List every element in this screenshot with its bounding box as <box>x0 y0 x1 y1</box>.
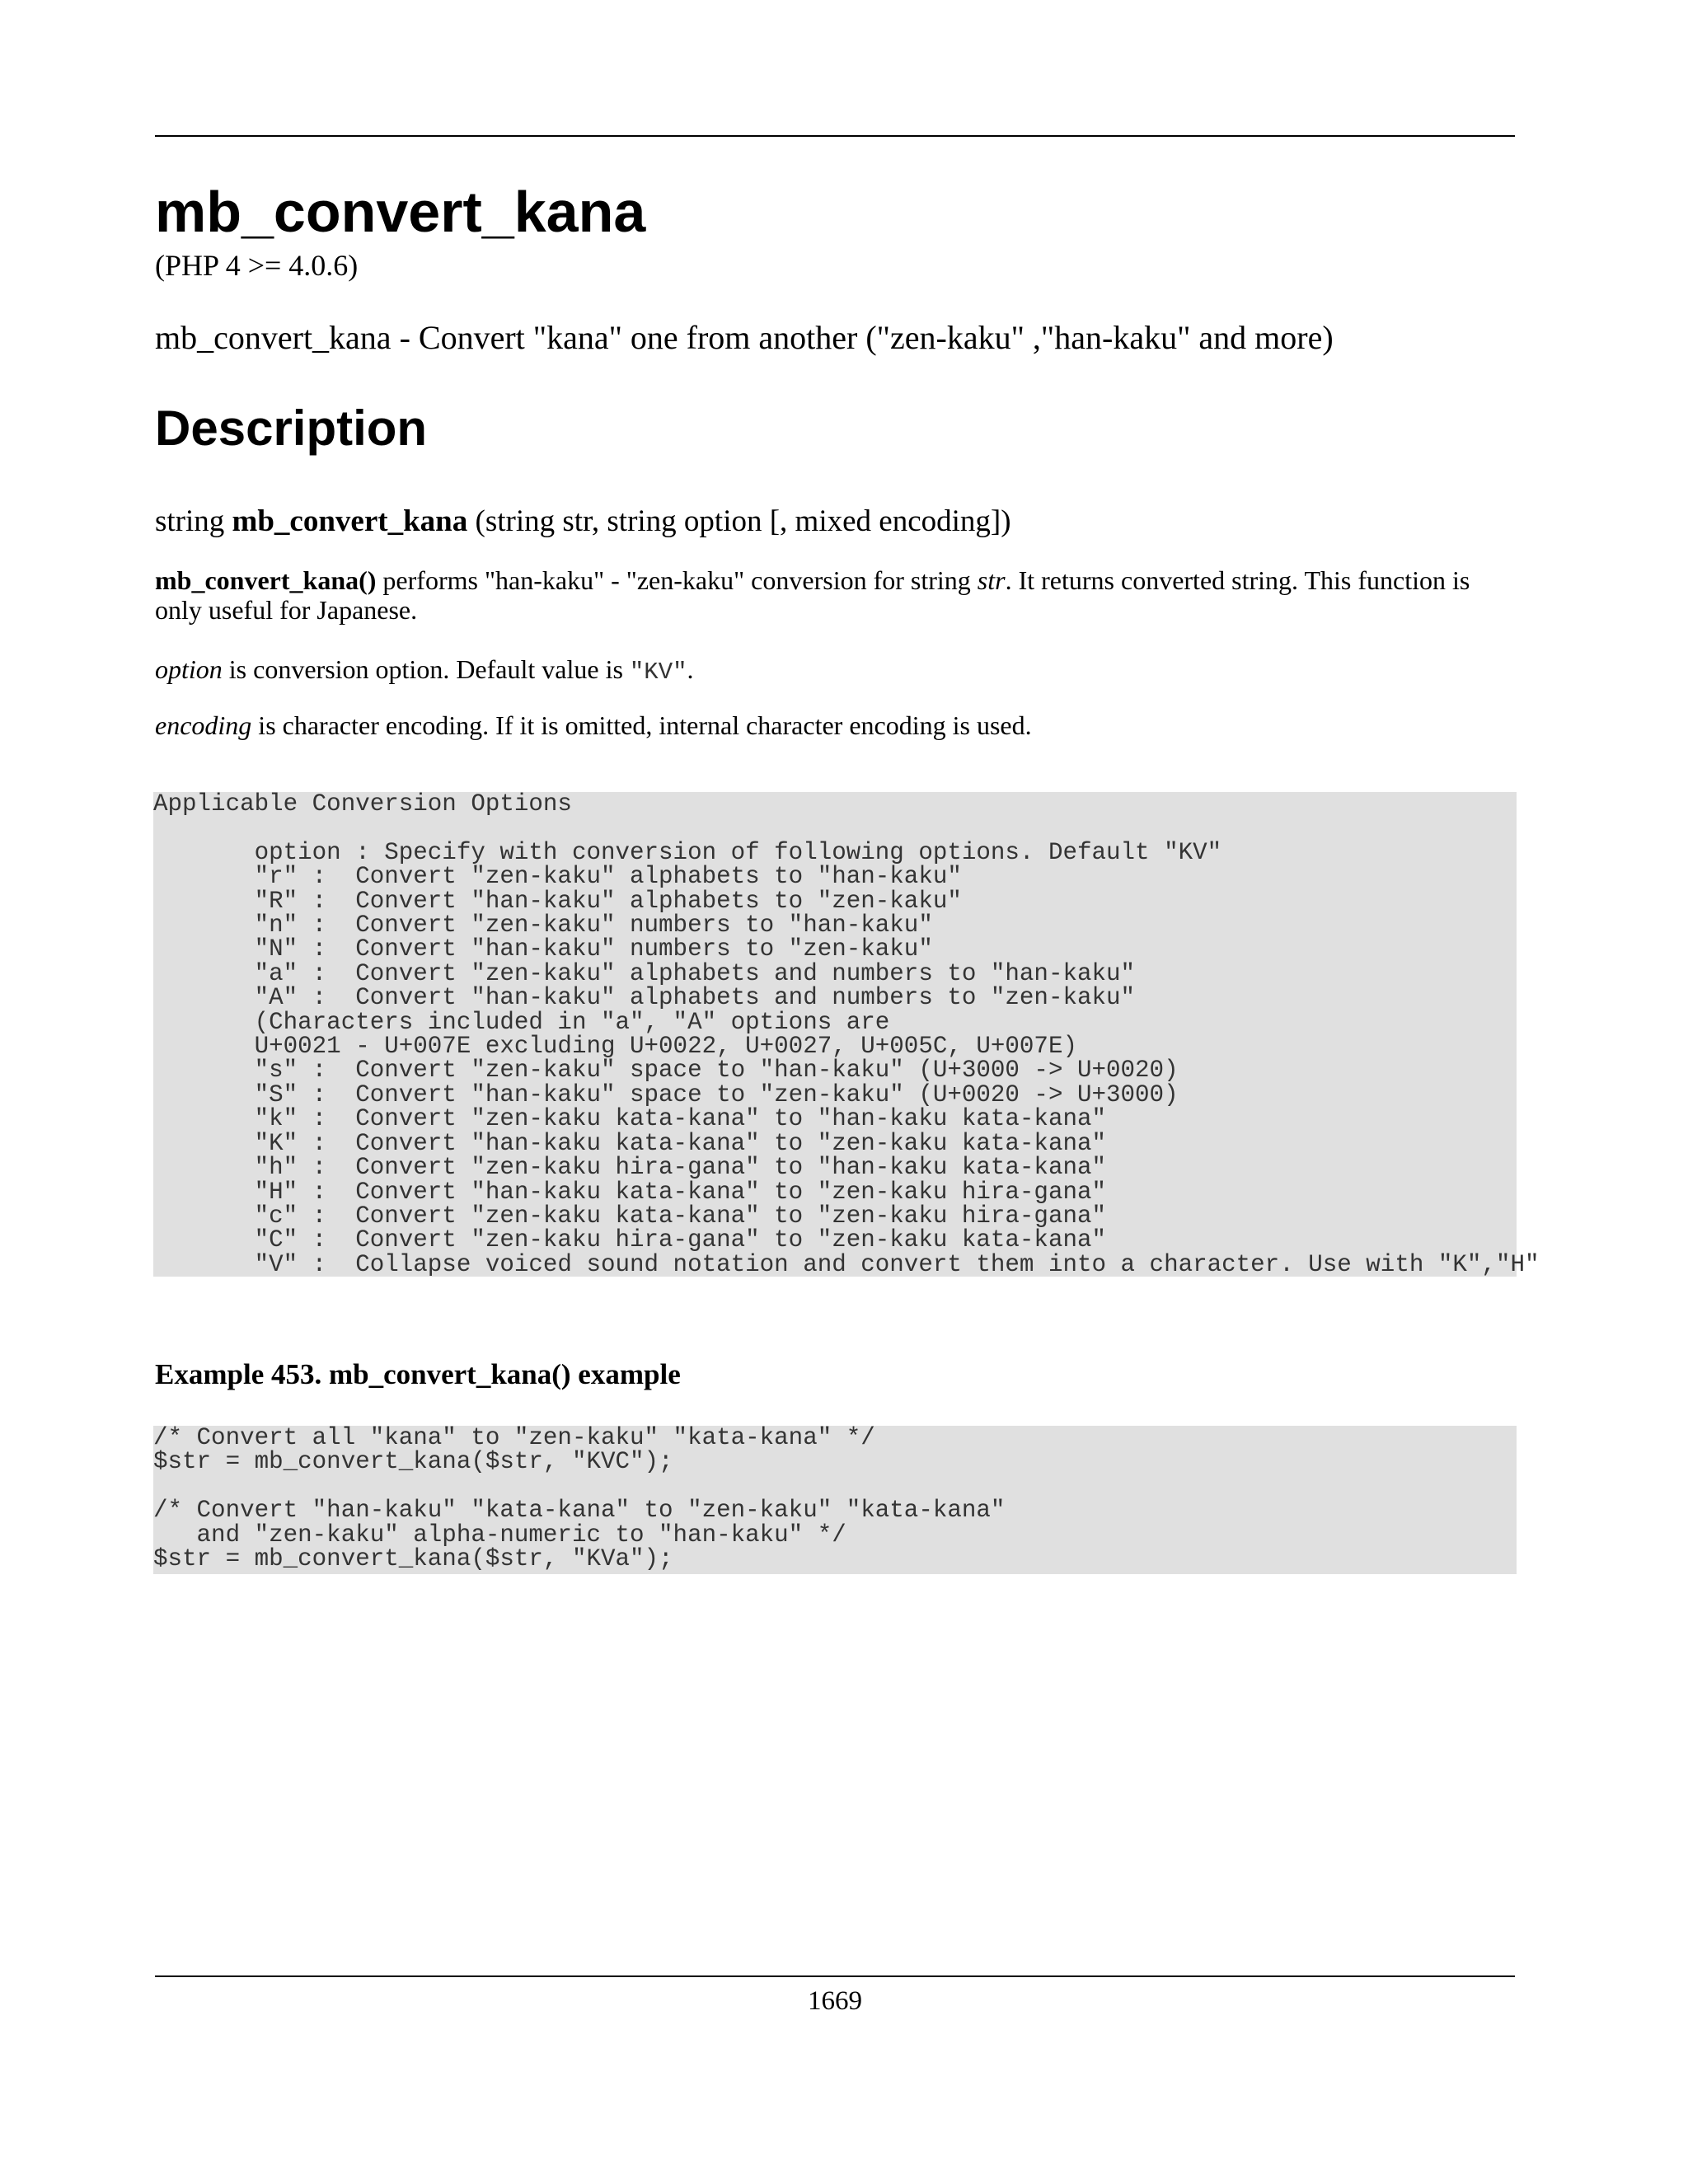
code-line: Applicable Conversion Options <box>153 790 572 818</box>
code-line: and "zen-kaku" alpha-numeric to "han-kaku" */ <box>153 1521 846 1549</box>
paragraph-text: . It returns converted string. This function is only useful for Japanese. <box>155 565 1470 625</box>
code-line: (Characters included in "a", "A" options are <box>153 1008 890 1036</box>
synopsis-function-name: mb_convert_kana <box>232 504 468 538</box>
page-number: 1669 <box>808 1986 862 2016</box>
synopsis-params: (string str, string option [, mixed encoding]) <box>475 504 1011 538</box>
function-synopsis <box>155 506 1011 537</box>
function-name-ref: mb_convert_kana() <box>155 565 377 595</box>
example-code-block <box>153 1426 1517 1574</box>
param-ref-option: option <box>155 654 223 684</box>
code-line: "a" : Convert "zen-kaku" alphabets and numbers to "han-kaku" <box>153 959 1136 987</box>
code-line: "V" : Collapse voiced sound notation and convert them into a character. Use with "K","H" <box>153 1250 1540 1278</box>
conversion-options-text <box>153 790 1540 1278</box>
code-line: "H" : Convert "han-kaku kata-kana" to "zen-kaku hira-gana" <box>153 1178 1107 1206</box>
code-line: "c" : Convert "zen-kaku kata-kana" to "zen-kaku hira-gana" <box>153 1202 1107 1230</box>
example-title: Example 453. mb_convert_kana() example <box>155 1358 681 1390</box>
synopsis-return-type: string <box>155 504 225 538</box>
code-line: /* Convert "han-kaku" "kata-kana" to "zen-kaku" "kata-kana" <box>153 1497 1006 1525</box>
code-line: "A" : Convert "han-kaku" alphabets and numbers to "zen-kaku" <box>153 984 1136 1012</box>
page-title: mb_convert_kana <box>155 180 646 244</box>
code-line: "R" : Convert "han-kaku" alphabets to "zen-kaku" <box>153 887 962 915</box>
description-paragraph <box>155 565 1523 625</box>
function-purpose: mb_convert_kana - Convert "kana" one from another ("zen-kaku" ,"han-kaku" and more) <box>155 319 1334 356</box>
code-line: U+0021 - U+007E excluding U+0022, U+0027, U+005C, U+007E) <box>153 1033 1077 1061</box>
example-code-text <box>153 1426 1517 1571</box>
option-paragraph <box>155 654 1523 687</box>
paragraph-text: is character encoding. If it is omitted, internal character encoding is used. <box>251 710 1032 740</box>
footer-rule <box>155 1975 1515 1977</box>
code-line: "S" : Convert "han-kaku" space to "zen-kaku" (U+0020 -> U+3000) <box>153 1080 1179 1108</box>
code-line: "s" : Convert "zen-kaku" space to "han-kaku" (U+3000 -> U+0020) <box>153 1057 1179 1085</box>
code-line: option : Specify with conversion of following options. Default "KV" <box>153 838 1222 866</box>
encoding-paragraph <box>155 710 1523 740</box>
description-heading: Description <box>155 401 428 456</box>
paragraph-text: performs "han-kaku" - "zen-kaku" conversion for string <box>376 565 978 595</box>
code-line: $str = mb_convert_kana($str, "KVa"); <box>153 1545 673 1573</box>
code-line: "r" : Convert "zen-kaku" alphabets to "han-kaku" <box>153 863 962 891</box>
code-line: "k" : Convert "zen-kaku kata-kana" to "han-kaku kata-kana" <box>153 1105 1107 1133</box>
param-ref-str: str <box>977 565 1006 595</box>
code-line: "N" : Convert "han-kaku" numbers to "zen-kaku" <box>153 935 933 963</box>
code-line: "h" : Convert "zen-kaku hira-gana" to "han-kaku kata-kana" <box>153 1154 1107 1182</box>
conversion-options-block <box>153 790 1540 1278</box>
php-version: (PHP 4 >= 4.0.6) <box>155 249 359 282</box>
paragraph-text: . <box>687 654 694 684</box>
default-value-code: "KV" <box>629 658 687 686</box>
code-line: "n" : Convert "zen-kaku" numbers to "han-kaku" <box>153 912 933 940</box>
paragraph-text: is conversion option. Default value is <box>222 654 630 684</box>
header-rule <box>155 135 1515 137</box>
code-line: $str = mb_convert_kana($str, "KVC"); <box>153 1448 673 1476</box>
code-line: "K" : Convert "han-kaku kata-kana" to "zen-kaku kata-kana" <box>153 1129 1107 1157</box>
param-ref-encoding: encoding <box>155 710 252 740</box>
code-line: "C" : Convert "zen-kaku hira-gana" to "zen-kaku kata-kana" <box>153 1226 1107 1254</box>
code-line: /* Convert all "kana" to "zen-kaku" "kata-kana" */ <box>153 1424 875 1451</box>
